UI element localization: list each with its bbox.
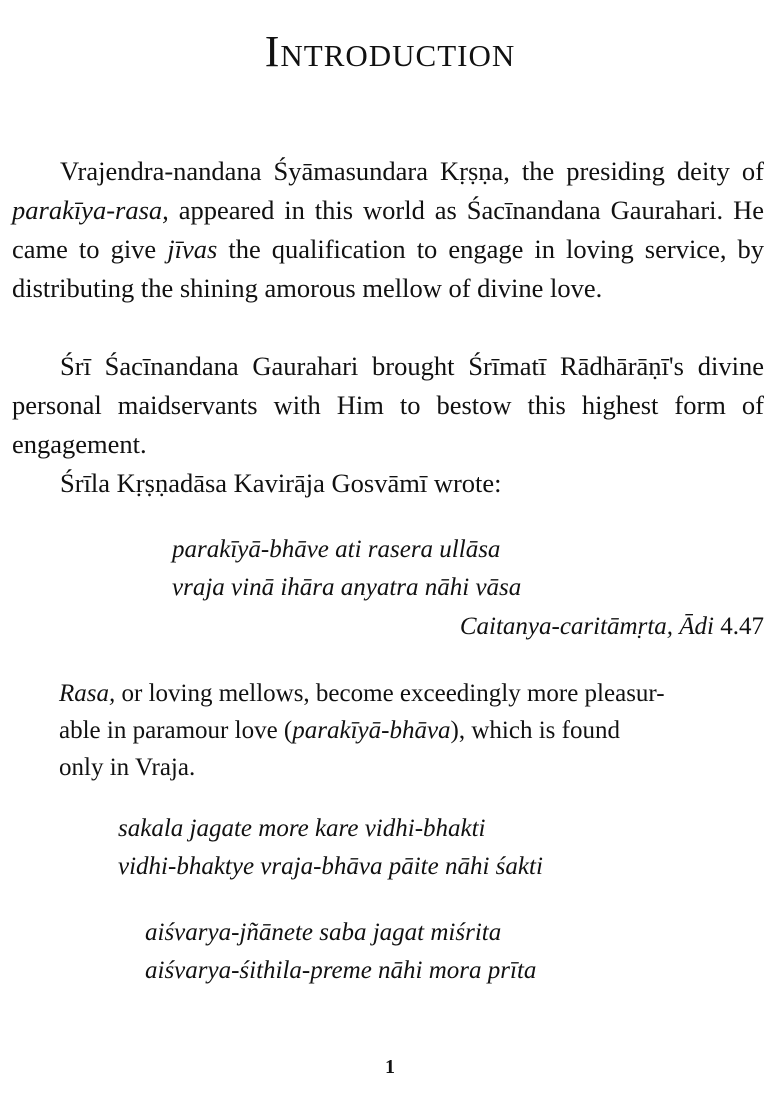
paragraph-4-term-parakiya-bhava: parakīyā-bhāva xyxy=(292,717,451,744)
verse-2-line-2: vidhi-bhaktye vraja-bhāva pāite nāhi śakti xyxy=(118,853,543,880)
paragraph-4-term-rasa: Rasa, xyxy=(59,680,116,707)
paragraph-1 xyxy=(12,152,764,308)
paragraph-4-text: able in paramour love ( xyxy=(59,717,293,744)
page-title: Introduction xyxy=(264,27,516,76)
paragraph-3: Śrīla Kṛṣṇadāsa Kavirāja Gosvāmī wrote: xyxy=(60,468,502,498)
verse-3-line-2: aiśvarya-śithila-preme nāhi mora prīta xyxy=(145,957,537,984)
paragraph-4-line-3: only in Vraja. xyxy=(59,754,196,781)
paragraph-1-text: Vrajendra-nandana Śyāmasundara Kṛṣṇa, the presiding deity of xyxy=(60,156,764,186)
verse-3-line-1: aiśvarya-jñānete saba jagat miśrita xyxy=(145,919,502,946)
paragraph-4-line-1 xyxy=(59,675,719,712)
paragraph-1-text: the qualification to engage in loving service, by distributing the shining amorous mellow of divine love. xyxy=(12,234,764,303)
verse-1 xyxy=(172,531,521,607)
paragraph-4 xyxy=(59,675,719,786)
paragraph-2: Śrī Śacīnandana Gaurahari brought Śrīmatī Rādhārāṇī's divine personal maidservants with Him to bestow this highest form of engagement. xyxy=(12,351,764,459)
page-number: 1 xyxy=(385,1056,395,1078)
verse-citation xyxy=(460,608,764,646)
paragraph-1-term-jivas: jīvas xyxy=(167,234,218,264)
verse-1-line-2: vraja vinā ihāra anyatra nāhi vāsa xyxy=(172,574,522,601)
paragraph-1-term-parakiya-rasa: parakīya-rasa, xyxy=(12,195,169,225)
verse-2-line-1: sakala jagate more kare vidhi-bhakti xyxy=(118,815,486,842)
citation-reference: 4.47 xyxy=(720,613,764,640)
verse-2 xyxy=(118,810,543,886)
verse-3 xyxy=(145,914,536,990)
citation-source: Caitanya-caritāmṛta, Ādi xyxy=(459,613,714,640)
paragraph-1-text: appeared in this world as Śacīnandana Gaurahari. He came to give xyxy=(12,195,764,264)
paragraph-4-text: or loving mellows, become exceedingly more pleasur- xyxy=(115,680,665,707)
paragraph-4-line-2 xyxy=(59,712,719,749)
paragraph-4-text: ), which is found xyxy=(450,717,620,744)
verse-1-line-1: parakīyā-bhāve ati rasera ullāsa xyxy=(172,536,501,563)
